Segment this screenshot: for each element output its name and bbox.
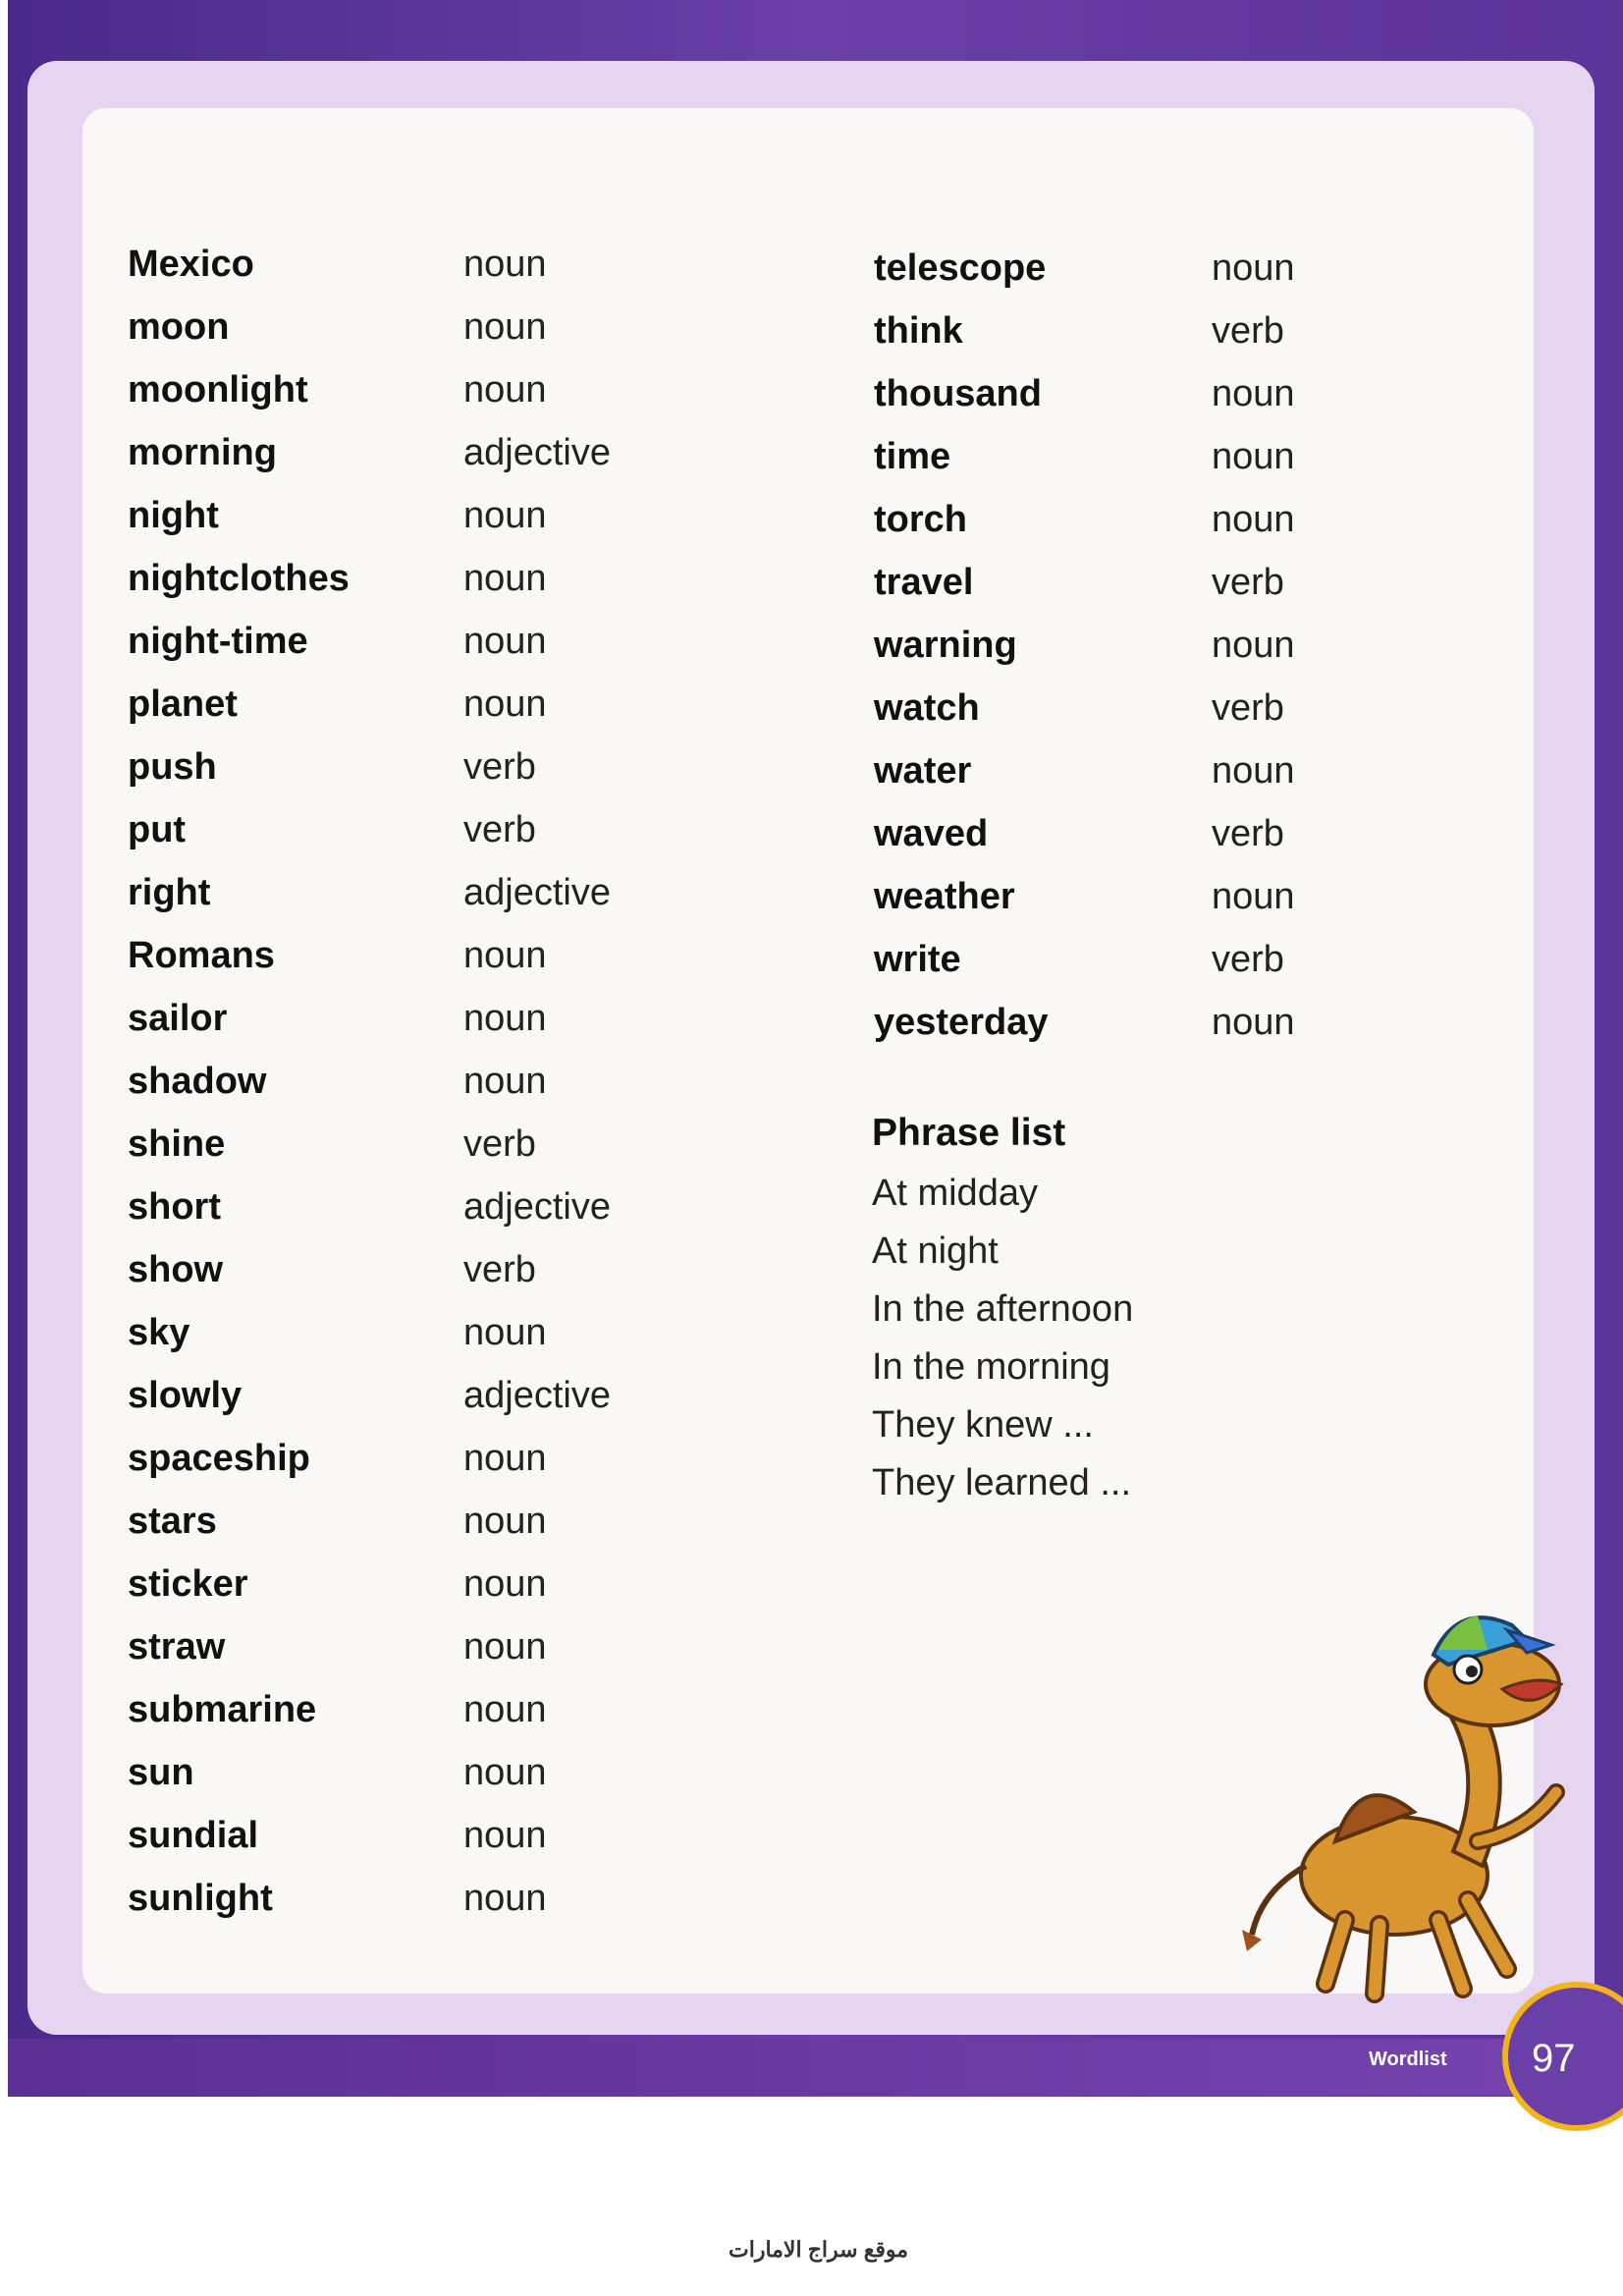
camel-illustration: [1232, 1596, 1596, 2008]
part-of-speech: noun: [463, 1438, 547, 1479]
vocab-word: sunlight: [128, 1878, 273, 1919]
vocab-word: torch: [874, 499, 967, 540]
part-of-speech: noun: [1212, 1002, 1295, 1043]
part-of-speech: noun: [463, 1312, 547, 1353]
part-of-speech: noun: [463, 1501, 547, 1542]
vocab-word: sailor: [128, 998, 228, 1039]
page-number: 97: [1532, 2037, 1576, 2080]
vocab-word: put: [128, 809, 187, 850]
part-of-speech: noun: [463, 369, 547, 410]
part-of-speech: adjective: [463, 1375, 611, 1416]
part-of-speech: noun: [463, 1563, 547, 1605]
part-of-speech: verb: [1212, 562, 1284, 603]
vocab-word: sticker: [128, 1563, 248, 1605]
vocab-word: sun: [128, 1752, 194, 1793]
part-of-speech: verb: [463, 1123, 536, 1165]
bottom-caption: موقع سراج الامارات: [729, 2237, 909, 2262]
part-of-speech: verb: [1212, 310, 1284, 352]
part-of-speech: noun: [1212, 436, 1295, 477]
vocab-word: straw: [128, 1626, 226, 1667]
footer-section-label: Wordlist: [1369, 2049, 1447, 2070]
part-of-speech: verb: [463, 809, 536, 850]
vocab-word: slowly: [128, 1375, 243, 1416]
part-of-speech: noun: [463, 1626, 547, 1667]
vocab-word: submarine: [128, 1689, 317, 1730]
part-of-speech: verb: [1212, 939, 1284, 980]
vocab-word: right: [128, 872, 211, 913]
part-of-speech: verb: [463, 1249, 536, 1290]
vocab-word: stars: [128, 1501, 217, 1542]
vocab-word: sky: [128, 1312, 190, 1353]
vocab-word: moon: [128, 306, 230, 348]
vocab-word: short: [128, 1186, 221, 1228]
phrase-item: They learned ...: [872, 1462, 1132, 1503]
vocab-word: Romans: [128, 935, 275, 976]
part-of-speech: noun: [463, 621, 547, 662]
phrase-item: They knew ...: [872, 1404, 1094, 1446]
part-of-speech: noun: [1212, 876, 1295, 917]
vocab-word: spaceship: [128, 1438, 310, 1479]
vocab-word: warning: [874, 625, 1017, 666]
phrase-item: In the morning: [872, 1346, 1110, 1388]
part-of-speech: adjective: [463, 1186, 611, 1228]
part-of-speech: noun: [463, 1815, 547, 1856]
phrase-item: At night: [872, 1230, 999, 1272]
vocab-word: weather: [874, 876, 1015, 917]
vocab-word: write: [874, 939, 961, 980]
part-of-speech: noun: [463, 683, 547, 725]
part-of-speech: noun: [463, 306, 547, 348]
part-of-speech: noun: [463, 244, 547, 285]
vocab-word: think: [874, 310, 963, 352]
part-of-speech: noun: [463, 935, 547, 976]
vocab-word: show: [128, 1249, 224, 1290]
part-of-speech: adjective: [463, 872, 611, 913]
vocab-word: morning: [128, 432, 277, 473]
part-of-speech: adjective: [463, 432, 611, 473]
vocab-word: shine: [128, 1123, 226, 1165]
part-of-speech: noun: [463, 1689, 547, 1730]
vocab-word: waved: [874, 813, 989, 854]
phrase-item: In the afternoon: [872, 1288, 1134, 1330]
part-of-speech: noun: [1212, 750, 1295, 792]
vocab-word: night-time: [128, 621, 308, 662]
part-of-speech: noun: [1212, 247, 1295, 289]
part-of-speech: noun: [463, 1878, 547, 1919]
vocab-word: sundial: [128, 1815, 259, 1856]
part-of-speech: noun: [1212, 625, 1295, 666]
vocab-word: travel: [874, 562, 974, 603]
part-of-speech: verb: [463, 746, 536, 788]
vocab-word: watch: [874, 687, 980, 729]
phrase-item: At midday: [872, 1173, 1038, 1214]
vocab-word: nightclothes: [128, 558, 350, 599]
vocab-word: water: [874, 750, 972, 792]
part-of-speech: verb: [1212, 813, 1284, 854]
vocab-word: shadow: [128, 1061, 267, 1102]
phrase-list-title: Phrase list: [872, 1112, 1066, 1154]
part-of-speech: noun: [463, 998, 547, 1039]
part-of-speech: noun: [463, 1752, 547, 1793]
part-of-speech: noun: [463, 1061, 547, 1102]
part-of-speech: noun: [1212, 499, 1295, 540]
vocab-word: moonlight: [128, 369, 308, 410]
vocab-word: night: [128, 495, 219, 536]
vocab-word: yesterday: [874, 1002, 1049, 1043]
part-of-speech: noun: [463, 558, 547, 599]
vocab-word: planet: [128, 683, 238, 725]
vocab-word: time: [874, 436, 951, 477]
vocab-word: Mexico: [128, 244, 254, 285]
vocab-word: telescope: [874, 247, 1047, 289]
vocab-word: push: [128, 746, 217, 788]
part-of-speech: noun: [463, 495, 547, 536]
part-of-speech: noun: [1212, 373, 1295, 414]
part-of-speech: verb: [1212, 687, 1284, 729]
vocab-word: thousand: [874, 373, 1042, 414]
